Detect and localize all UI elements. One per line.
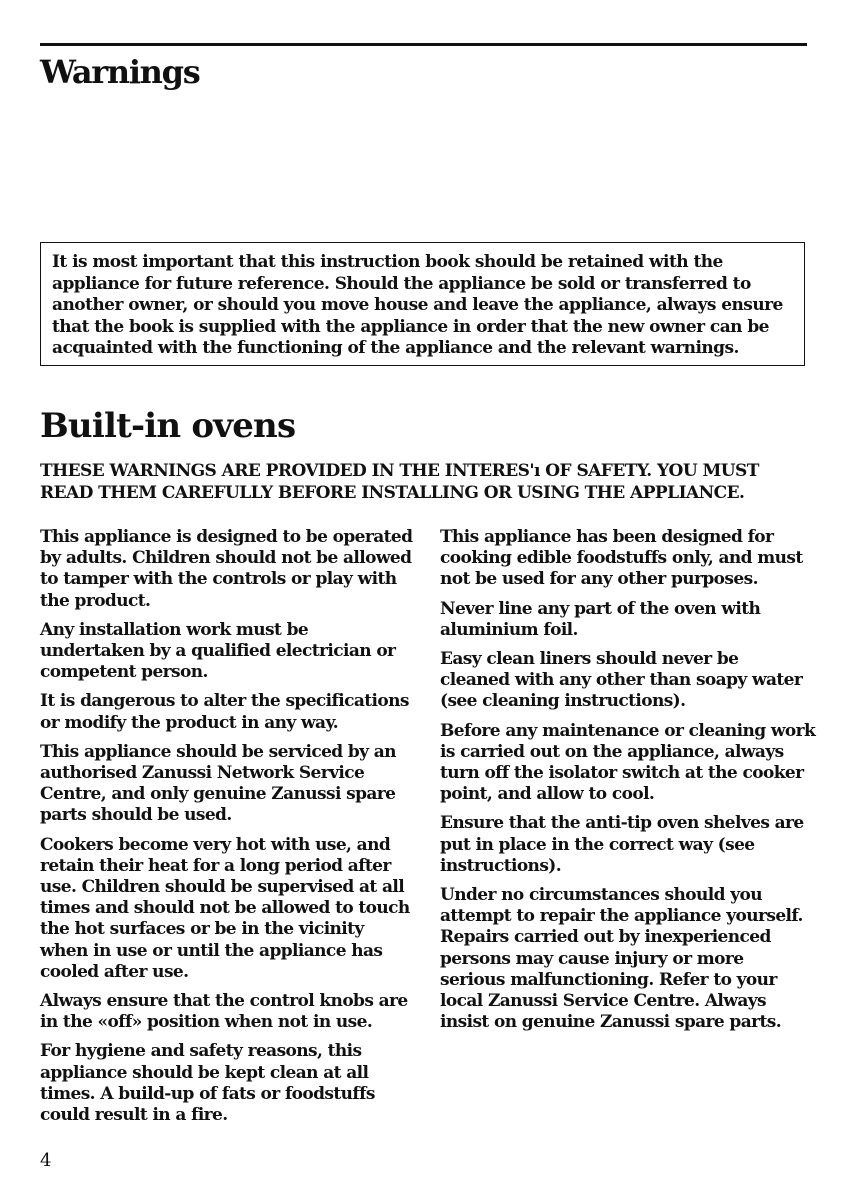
page-title: Warnings xyxy=(40,53,200,91)
warning-line: attempt to repair the appliance yourself. xyxy=(440,906,803,927)
warning-line: not be used for any other purposes. xyxy=(440,569,758,590)
warning-paragraph xyxy=(40,742,420,827)
safety-intro xyxy=(40,460,810,504)
warning-paragraph xyxy=(440,599,820,641)
warning-line: turn off the isolator switch at the cooker xyxy=(440,763,804,784)
warning-line: (see cleaning instructions). xyxy=(440,691,686,712)
warning-line: Never line any part of the oven with xyxy=(440,598,761,619)
warning-line: to tamper with the controls or play with xyxy=(40,569,397,590)
warning-line: is carried out on the appliance, always xyxy=(440,741,784,762)
warning-line: competent person. xyxy=(40,662,208,683)
warning-line: put in place in the correct way (see xyxy=(440,834,755,855)
warning-line: persons may cause injury or more xyxy=(440,948,744,969)
page-number: 4 xyxy=(40,1150,52,1171)
warning-line: Easy clean liners should never be xyxy=(440,649,739,670)
warning-line: Cookers become very hot with use, and xyxy=(40,834,391,855)
warning-line: point, and allow to cool. xyxy=(440,784,655,805)
warning-line: instructions). xyxy=(440,855,562,876)
warning-line: Before any maintenance or cleaning work xyxy=(440,720,816,741)
warning-paragraph xyxy=(40,691,420,733)
notice-line: acquainted with the functioning of the appliance and the relevant warnings. xyxy=(52,338,739,358)
warning-line: insist on genuine Zanussi spare parts. xyxy=(440,1012,782,1033)
warning-line: times and should not be allowed to touch xyxy=(40,898,410,919)
warning-line: cleaned with any other than soapy water xyxy=(440,670,803,691)
warning-line: in the «off» position when not in use. xyxy=(40,1012,373,1033)
intro-line: THESE WARNINGS ARE PROVIDED IN THE INTERES'ı OF SAFETY. YOU MUST xyxy=(40,461,759,481)
warning-line: Under no circumstances should you xyxy=(440,885,762,906)
warning-line: cooking edible foodstuffs only, and must xyxy=(440,548,803,569)
top-rule xyxy=(40,43,807,46)
warning-line: serious malfunctioning. Refer to your xyxy=(440,969,777,990)
warning-line: authorised Zanussi Network Service xyxy=(40,763,365,784)
warning-line: Repairs carried out by inexperienced xyxy=(440,927,771,948)
notice-text xyxy=(52,252,794,360)
notice-box xyxy=(40,242,805,366)
warning-paragraph xyxy=(40,1041,420,1126)
section-title: Built-in ovens xyxy=(40,406,296,446)
warning-line: It is dangerous to alter the specifications xyxy=(40,691,409,712)
warning-line: Centre, and only genuine Zanussi spare xyxy=(40,784,396,805)
warning-paragraph xyxy=(40,835,420,983)
warning-line: retain their heat for a long period after xyxy=(40,855,391,876)
warning-line: Any installation work must be xyxy=(40,619,309,640)
warning-line: This appliance has been designed for xyxy=(440,527,774,547)
warning-line: undertaken by a qualified electrician or xyxy=(40,641,396,662)
warning-line: appliance should be kept clean at all xyxy=(40,1062,369,1083)
warning-paragraph xyxy=(40,620,420,684)
notice-line: It is most important that this instruction book should be retained with the xyxy=(52,252,723,272)
warning-line: parts should be used. xyxy=(40,805,232,826)
notice-line: that the book is supplied with the appliance in order that the new owner can be xyxy=(52,316,769,337)
warning-line: aluminium foil. xyxy=(440,619,578,640)
warning-paragraph xyxy=(440,813,820,877)
warning-line: use. Children should be supervised at all xyxy=(40,877,405,898)
warning-line: could result in a fire. xyxy=(40,1105,228,1126)
warning-line: Always ensure that the control knobs are xyxy=(40,991,408,1012)
warning-line: times. A build-up of fats or foodstuffs xyxy=(40,1083,375,1104)
warning-line: the hot surfaces or be in the vicinity xyxy=(40,919,364,940)
warning-line: by adults. Children should not be allowed xyxy=(40,548,412,569)
warning-paragraph xyxy=(440,527,820,591)
warning-paragraph xyxy=(440,721,820,806)
warning-line: This appliance should be serviced by an xyxy=(40,741,396,762)
right-column xyxy=(440,527,820,1041)
warning-line: local Zanussi Service Centre. Always xyxy=(440,991,766,1012)
left-column xyxy=(40,527,420,1134)
warning-line: cooled after use. xyxy=(40,961,189,982)
notice-line: appliance for future reference. Should the appliance be sold or transferred to xyxy=(52,273,751,294)
warning-line: Ensure that the anti-tip oven shelves are xyxy=(440,813,804,834)
warning-paragraph xyxy=(440,649,820,713)
intro-line: READ THEM CAREFULLY BEFORE INSTALLING OR USING THE APPLIANCE. xyxy=(40,483,745,503)
warning-line: the product. xyxy=(40,590,151,611)
notice-line: another owner, or should you move house and leave the appliance, always ensure xyxy=(52,295,783,315)
warning-line: when in use or until the appliance has xyxy=(40,940,383,961)
warning-line: or modify the product in any way. xyxy=(40,712,339,733)
warning-line: For hygiene and safety reasons, this xyxy=(40,1041,362,1062)
warning-paragraph xyxy=(40,527,420,612)
warning-paragraph xyxy=(40,991,420,1033)
warning-line: This appliance is designed to be operated xyxy=(40,527,413,547)
warning-paragraph xyxy=(440,885,820,1033)
